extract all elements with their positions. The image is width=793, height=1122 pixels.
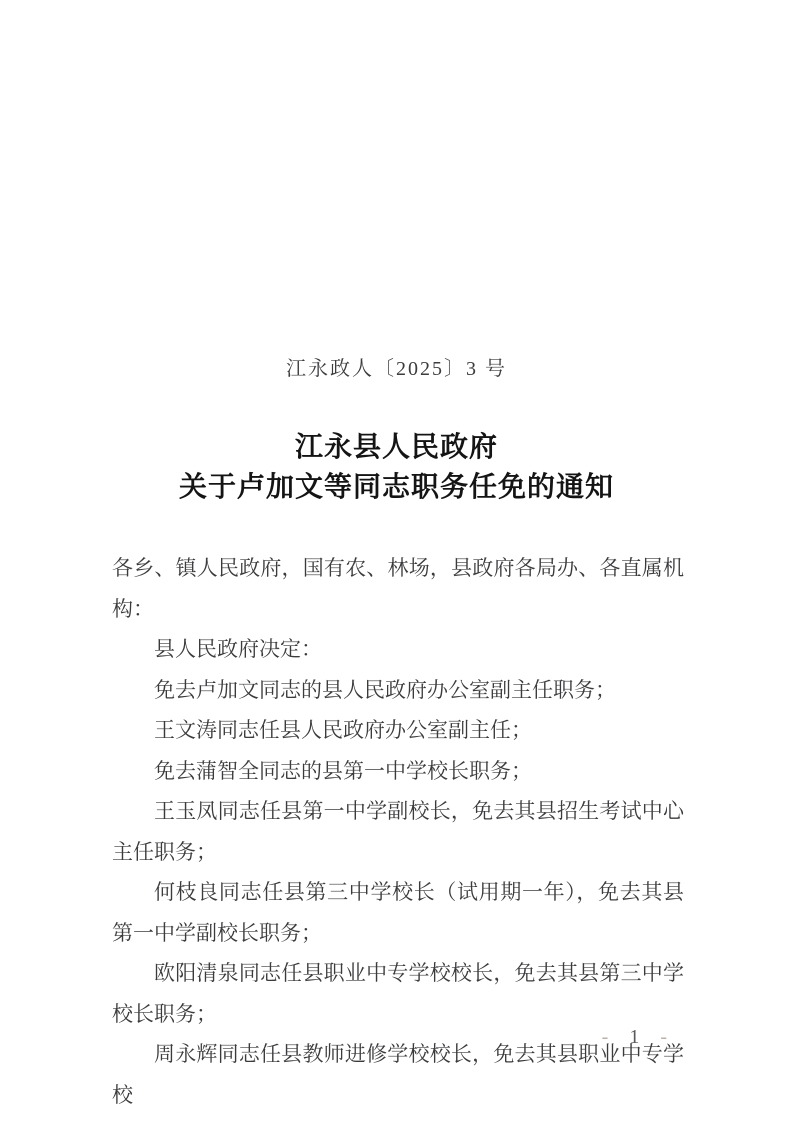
document-body: [112, 548, 684, 1115]
paragraph: 何枝良同志任县第三中学校长（试用期一年），免去其县第一中学副校长职务；: [112, 880, 684, 945]
page-number: [602, 1026, 675, 1049]
paragraph: 免去蒲智全同志的县第一中学校长职务；: [154, 758, 532, 783]
page-number-value: 1: [629, 1026, 648, 1048]
paragraph: 免去卢加文同志的县人民政府办公室副主任职务；: [154, 677, 616, 702]
paragraph: 王玉凤同志任县第一中学副校长，免去其县招生考试中心主任职务；: [112, 799, 684, 864]
paragraph: 周永辉同志任县教师进修学校校长，免去其县职业中专学校: [112, 1042, 684, 1107]
addressee-line: 各乡、镇人民政府，国有农、林场，县政府各局办、各直属机构：: [112, 556, 684, 621]
page-number-dash-left: -: [601, 1026, 617, 1048]
paragraph: 欧阳清泉同志任县职业中专学校校长，免去其县第三中学校长职务；: [112, 961, 684, 1026]
page-number-dash-right: -: [660, 1026, 675, 1048]
document-title-line2: 关于卢加文等同志职务任免的通知: [178, 472, 614, 503]
paragraph: 王文涛同志任县人民政府办公室副主任；: [154, 718, 532, 742]
document-title-line1: 江永县人民政府: [294, 432, 498, 463]
document-title: [0, 428, 793, 508]
document-number: 江永政人〔2025〕3 号: [286, 358, 507, 380]
paragraph: 县人民政府决定：: [154, 637, 322, 661]
